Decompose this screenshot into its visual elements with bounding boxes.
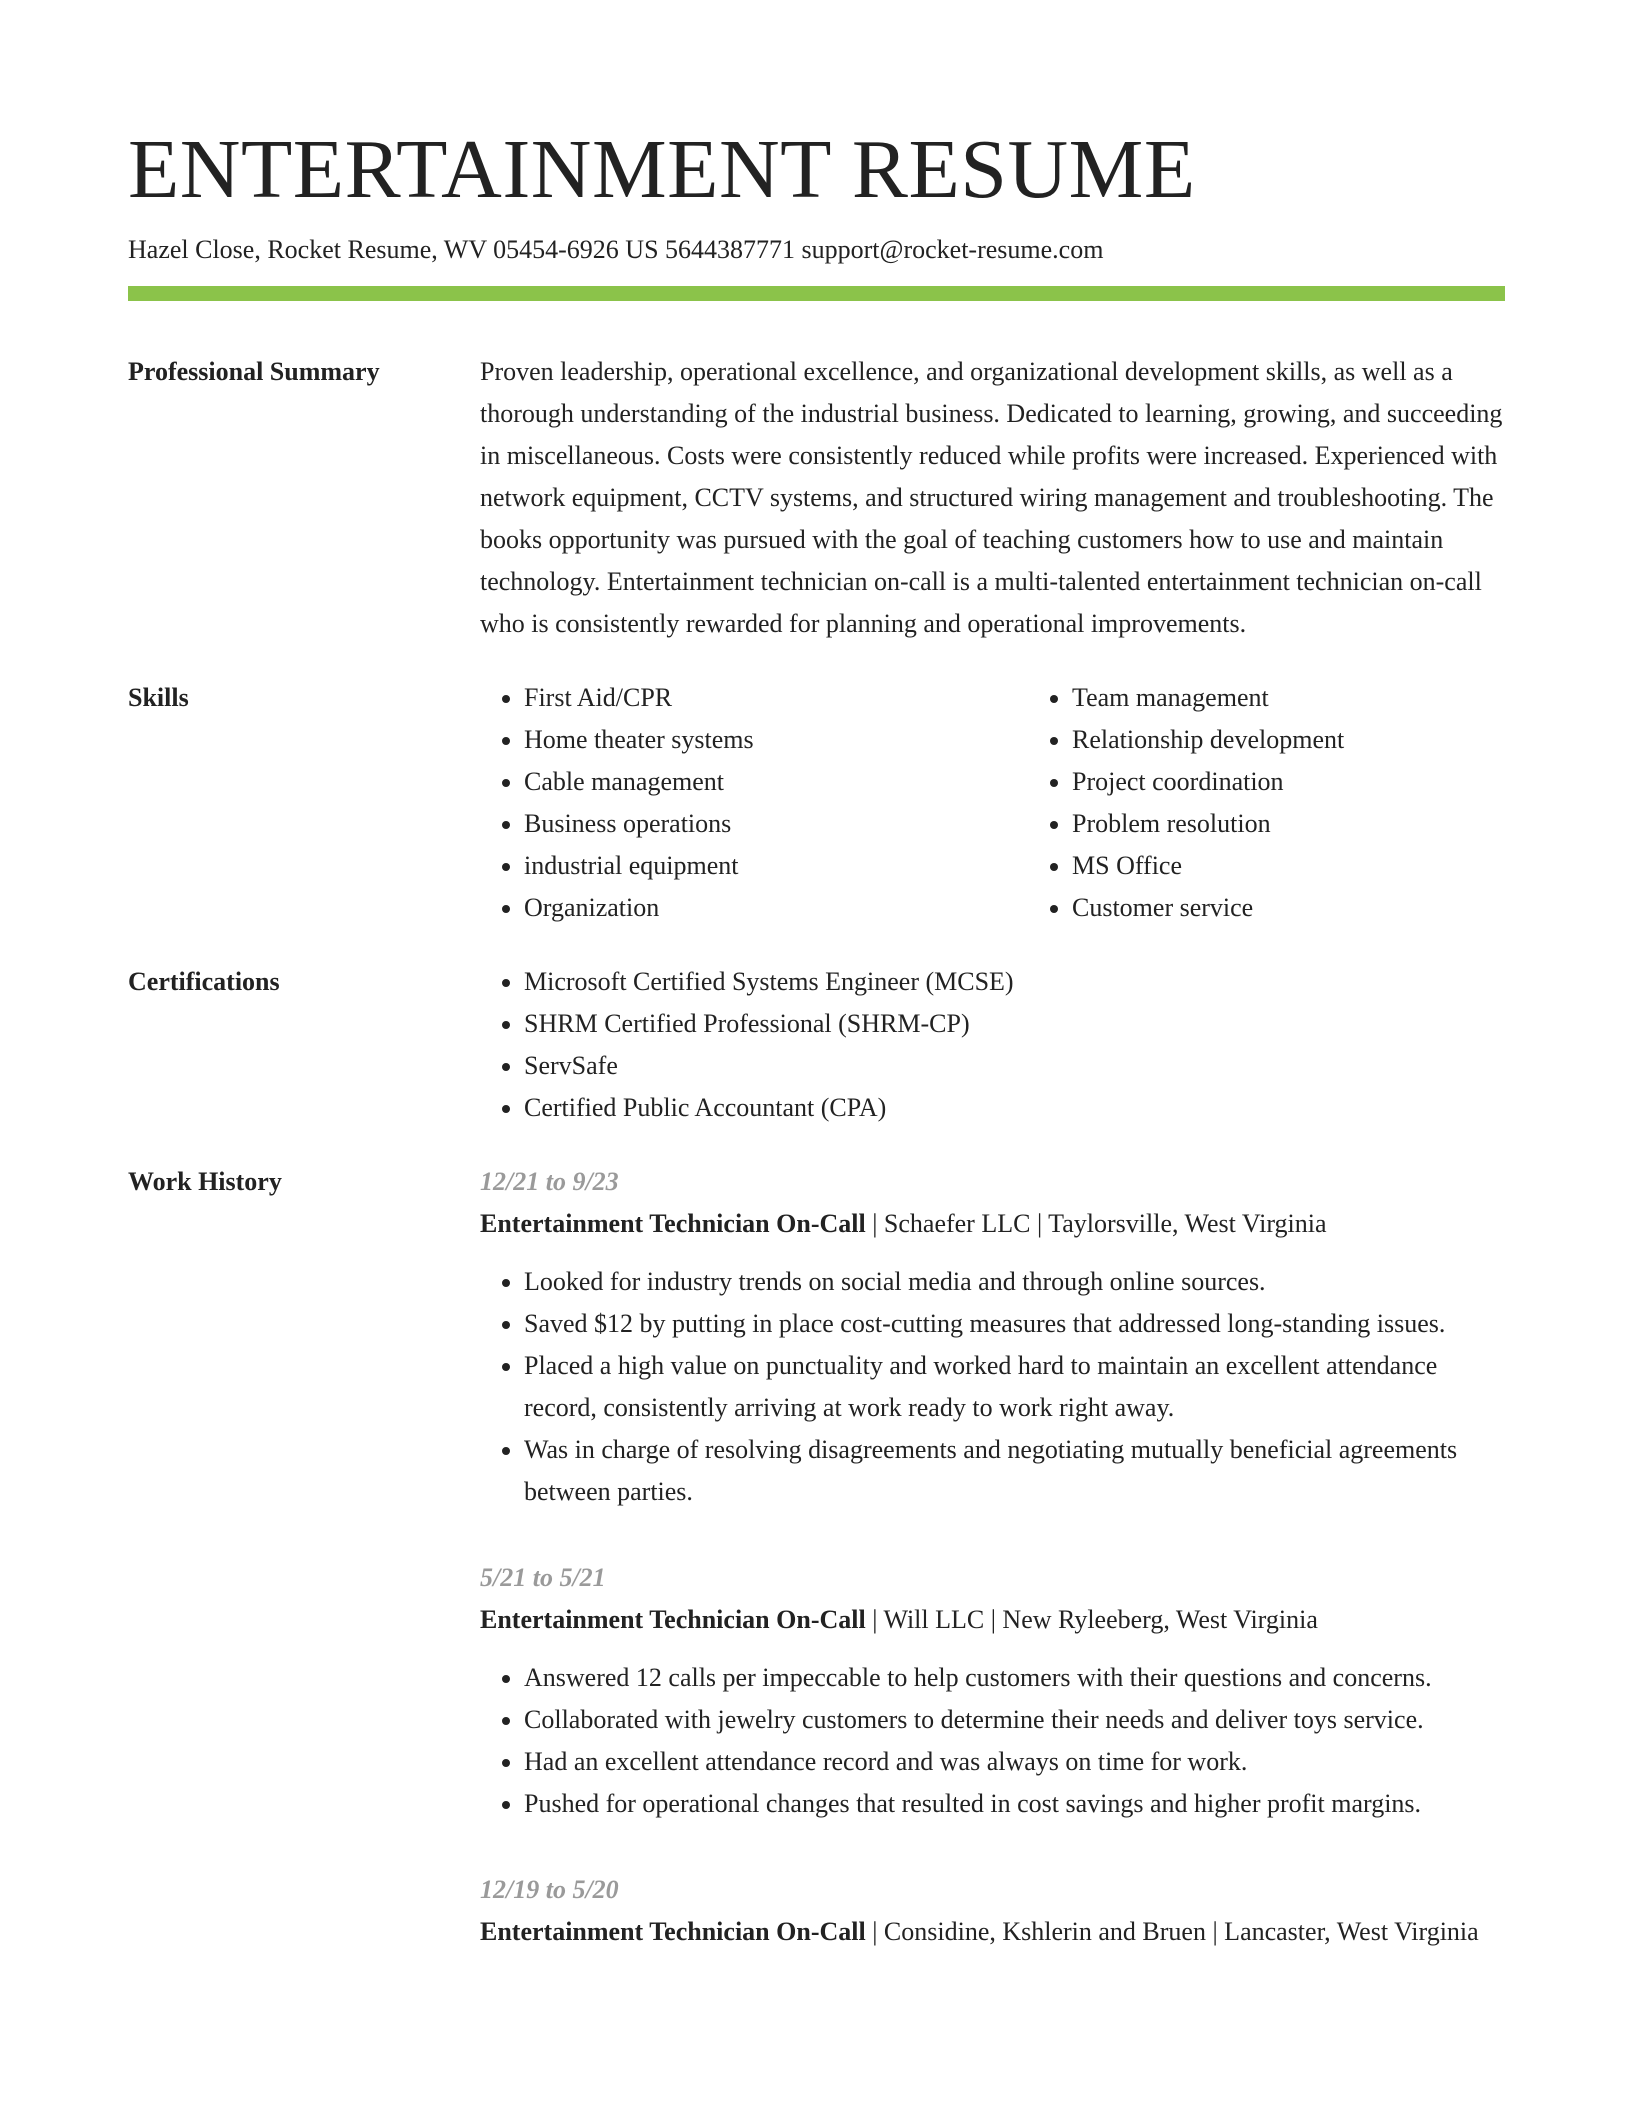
skill-item: • First Aid/CPR	[524, 677, 1028, 719]
skill-item: • Organization	[524, 887, 1028, 929]
job-bullet: • Had an excellent attendance record and was always on time for work.	[524, 1741, 1505, 1783]
job-heading	[480, 1911, 1505, 1953]
skills-list-left	[480, 677, 1028, 929]
skill-item: • Business operations	[524, 803, 1028, 845]
job-entry	[480, 1161, 1505, 1513]
certification-item: • ServSafe	[524, 1045, 1505, 1087]
skill-item: • Relationship development	[1072, 719, 1576, 761]
job-bullets	[480, 1657, 1505, 1825]
job-bullet: • Pushed for operational changes that resulted in cost savings and higher profit margins.	[524, 1783, 1505, 1825]
job-heading	[480, 1203, 1505, 1245]
skill-item: • Cable management	[524, 761, 1028, 803]
job-bullet: • Answered 12 calls per impeccable to help customers with their questions and concerns.	[524, 1657, 1505, 1699]
job-bullet: • Was in charge of resolving disagreements and negotiating mutually beneficial agreements between parties.	[524, 1429, 1505, 1513]
job-bullet: • Looked for industry trends on social media and through online sources.	[524, 1261, 1505, 1303]
job-bullet: • Collaborated with jewelry customers to determine their needs and deliver toys service.	[524, 1699, 1505, 1741]
skill-item: • Home theater systems	[524, 719, 1028, 761]
skills-section	[128, 677, 1505, 929]
job-dates: 12/19 to 5/20	[480, 1875, 619, 1904]
summary-text: Proven leadership, operational excellence, and organizational development skills, as well as a thorough understanding of the industrial business. Dedicated to learning, growing, and succeeding in miscellaneous. Costs were consistently reduced while profits were increased. Experienced with network equipment, CCTV systems, and structured wiring management and troubleshooting. The books opportunity was pursued with the goal of teaching customers how to use and maintain technology. Entertainment technician on-call is a multi-talented entertainment technician on-call who is consistently rewarded for planning and operational improvements.	[480, 357, 1503, 638]
work-history-body	[480, 1161, 1505, 1997]
job-employer-location: | Will LLC | New Ryleeberg, West Virginia	[865, 1605, 1318, 1634]
section-label-skills: Skills	[128, 683, 189, 712]
job-title: Entertainment Technician On-Call	[480, 1605, 866, 1634]
summary-section	[128, 351, 1505, 645]
skills-columns	[480, 677, 1576, 929]
job-entry	[480, 1557, 1505, 1825]
section-label-work-history: Work History	[128, 1167, 282, 1196]
certification-item: • Certified Public Accountant (CPA)	[524, 1087, 1505, 1129]
job-title: Entertainment Technician On-Call	[480, 1209, 866, 1238]
certifications-section	[128, 961, 1505, 1129]
section-label-summary: Professional Summary	[128, 357, 380, 386]
job-bullet: • Placed a high value on punctuality and worked hard to maintain an excellent attendance record, consistently arriving at work ready to work right away.	[524, 1345, 1505, 1429]
job-entry	[480, 1869, 1505, 1953]
skill-item: • MS Office	[1072, 845, 1576, 887]
certification-item: • SHRM Certified Professional (SHRM-CP)	[524, 1003, 1505, 1045]
skill-item: • Problem resolution	[1072, 803, 1576, 845]
job-title: Entertainment Technician On-Call	[480, 1917, 866, 1946]
certification-item: • Microsoft Certified Systems Engineer (MCSE)	[524, 961, 1505, 1003]
job-dates: 5/21 to 5/21	[480, 1563, 606, 1592]
resume-title: ENTERTAINMENT RESUME	[128, 123, 1196, 216]
skill-item: • Team management	[1072, 677, 1576, 719]
job-employer-location: | Considine, Kshlerin and Bruen | Lancaster, West Virginia	[865, 1917, 1479, 1946]
certifications-body	[480, 961, 1505, 1129]
job-heading	[480, 1599, 1505, 1641]
work-history-section	[128, 1161, 1505, 1997]
contact-line: Hazel Close, Rocket Resume, WV 05454-6926 US 5644387771 support@rocket-resume.com	[128, 235, 1104, 264]
certifications-list	[480, 961, 1505, 1129]
job-employer-location: | Schaefer LLC | Taylorsville, West Virginia	[865, 1209, 1327, 1238]
skill-item: • Customer service	[1072, 887, 1576, 929]
job-bullets	[480, 1261, 1505, 1513]
job-bullet: • Saved $12 by putting in place cost-cutting measures that addressed long-standing issues.	[524, 1303, 1505, 1345]
skill-item: • industrial equipment	[524, 845, 1028, 887]
skill-item: • Project coordination	[1072, 761, 1576, 803]
job-dates: 12/21 to 9/23	[480, 1167, 619, 1196]
section-label-certifications: Certifications	[128, 967, 280, 996]
skills-list-right	[1028, 677, 1576, 929]
accent-divider	[128, 286, 1505, 301]
resume-page	[128, 0, 1505, 1997]
